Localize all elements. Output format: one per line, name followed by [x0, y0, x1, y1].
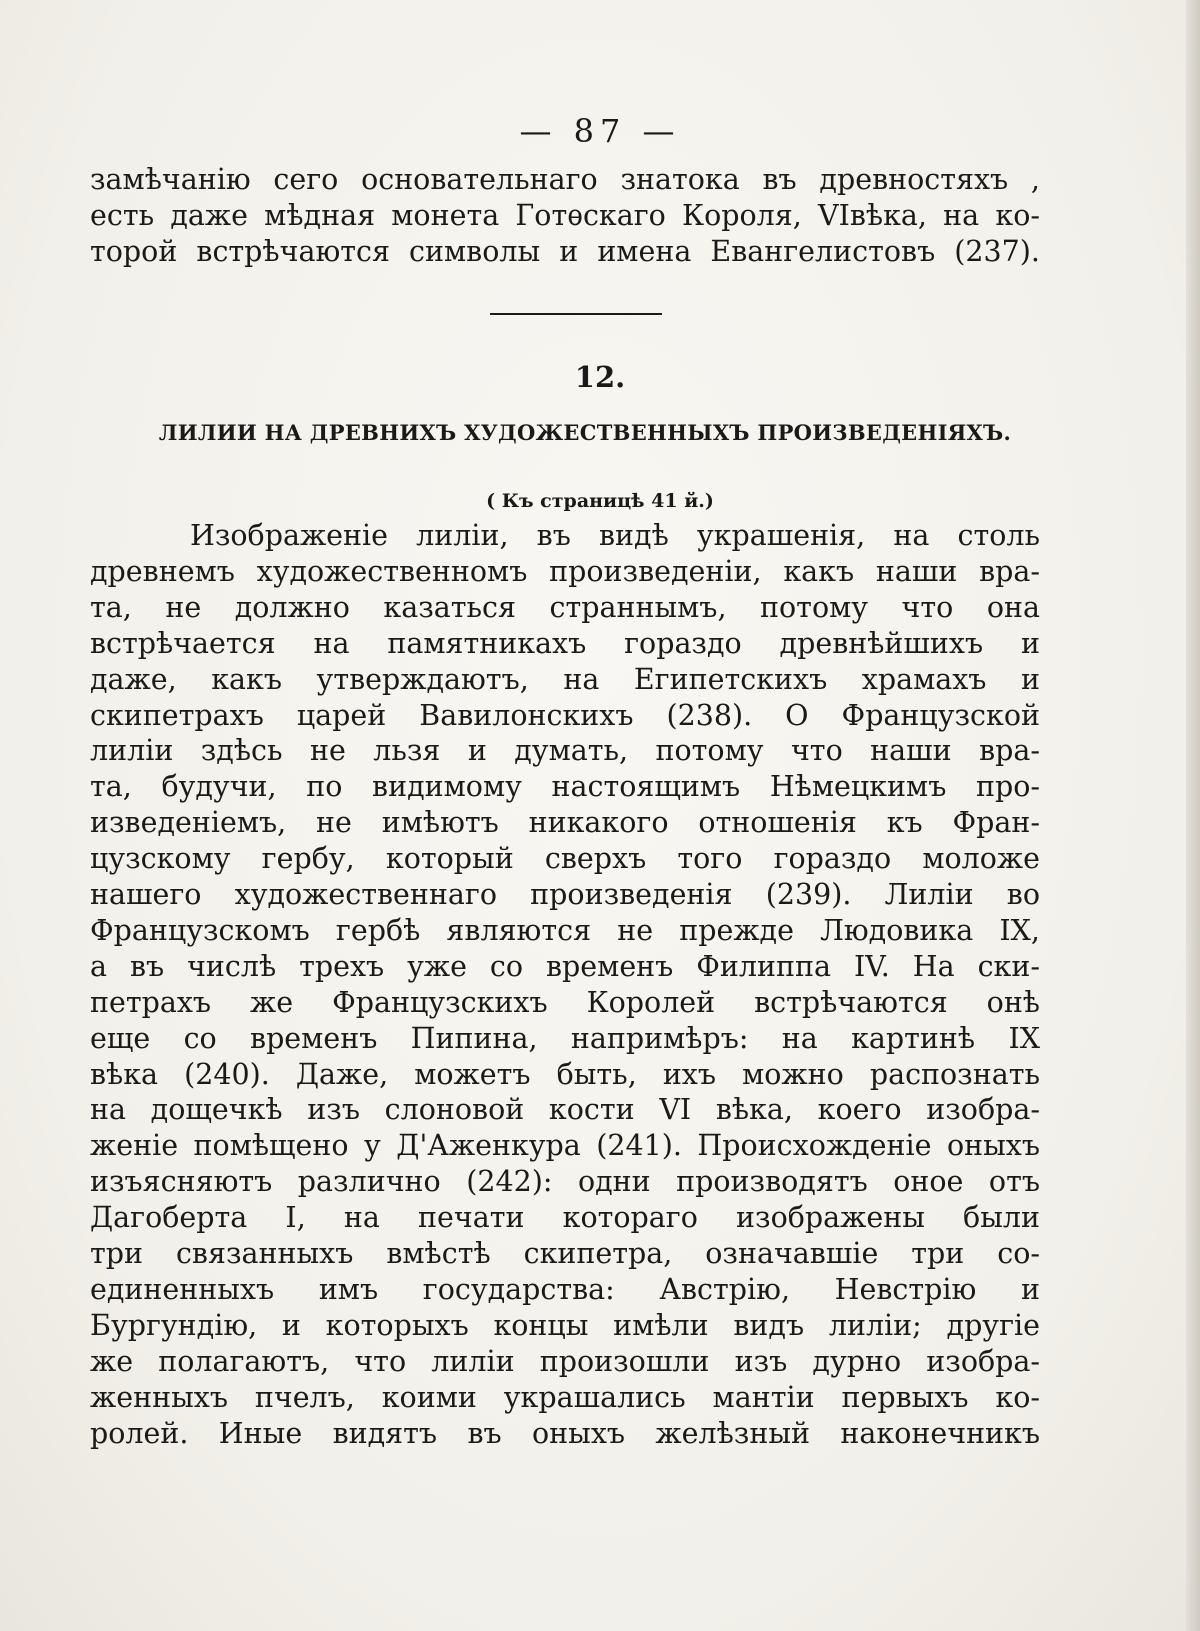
- text-line: женіе помѣщено у Д'Аженкура (241). Происхожденіе оныхъ: [90, 1129, 1040, 1163]
- section-number: 12.: [574, 360, 626, 394]
- text-line: Изображеніе лиліи, въ видѣ украшенія, на столь: [190, 519, 1040, 552]
- text-line: торой встрѣчаются символы и имена Евангелистовъ (237).: [90, 235, 1040, 268]
- text-line: замѣчанію сего основательнаго знатока въ древностяхъ ,: [90, 163, 1040, 196]
- text-line: вѣка (240). Даже, можетъ быть, ихъ можно распознать: [90, 1057, 1040, 1091]
- text-line: Бургундію, и которыхъ концы имѣли видъ лиліи; другіе: [90, 1308, 1040, 1342]
- text-line: нашего художественнаго произведенія (239). Лиліи во: [90, 878, 1040, 911]
- text-line: изъясняютъ различно (242): одни производятъ оное отъ: [90, 1165, 1040, 1199]
- text-line: цузскому гербу, который сверхъ того гораздо моложе: [90, 842, 1040, 876]
- text-line: есть даже мѣдная монета Готѳскаго Короля, VIвѣка, на ко-: [90, 199, 1040, 232]
- page-number: — 87 —: [519, 112, 681, 150]
- page-reference: ( Къ страницѣ 41 й.): [486, 490, 714, 512]
- text-line: даже, какъ утверждаютъ, на Египетскихъ храмахъ и: [90, 662, 1040, 696]
- section-divider-rule: [490, 313, 662, 315]
- text-line: ролей. Иные видятъ въ оныхъ желѣзный наконечникъ: [90, 1416, 1040, 1450]
- text-line: изведеніемъ, не имѣютъ никакого отношенія къ Фран-: [90, 806, 1040, 840]
- text-line: а въ числѣ трехъ уже со временъ Филиппа IV. На ски-: [90, 949, 1040, 983]
- text-line: петрахъ же Французскихъ Королей встрѣчаются онѣ: [90, 985, 1040, 1019]
- text-line: еще со временъ Пипина, напримѣръ: на картинѣ IX: [90, 1021, 1040, 1055]
- text-line: Дагоберта I, на печати котораго изображены были: [90, 1201, 1040, 1235]
- text-line: встрѣчается на памятникахъ гораздо древнѣйшихъ и: [90, 626, 1040, 660]
- text-line: на дощечкѣ изъ слоновой кости VI вѣка, коего изобра-: [90, 1093, 1040, 1127]
- text-line: женныхъ пчелъ, коими украшались мантіи первыхъ ко-: [90, 1380, 1040, 1414]
- text-line: древнемъ художественномъ произведеніи, какъ наши вра-: [90, 554, 1040, 588]
- text-line: три связанныхъ вмѣстѣ скипетра, означавшіе три со-: [90, 1237, 1040, 1270]
- text-line: та, будучи, по видимому настоящимъ Нѣмецкимъ про-: [90, 770, 1040, 804]
- text-line: лиліи здѣсь не льзя и думать, потому что наши вра-: [90, 734, 1040, 768]
- page-edge-shadow: [1186, 0, 1200, 1631]
- text-line: та, не должно казаться страннымъ, потому что она: [90, 590, 1040, 624]
- text-line: скипетрахъ царей Вавилонскихъ (238). О Французской: [90, 698, 1040, 732]
- text-line: же полагаютъ, что лиліи произошли изъ дурно изобра-: [90, 1344, 1040, 1378]
- text-line: Французскомъ гербѣ являются не прежде Людовика IX,: [90, 913, 1040, 947]
- section-title: ЛИЛИИ НА ДРЕВНИХЪ ХУДОЖЕСТВЕННЫХЪ ПРОИЗВЕДЕНІЯХЪ.: [158, 420, 1012, 445]
- text-line: единенныхъ имъ государства: Австрію, Невстрію и: [90, 1272, 1040, 1306]
